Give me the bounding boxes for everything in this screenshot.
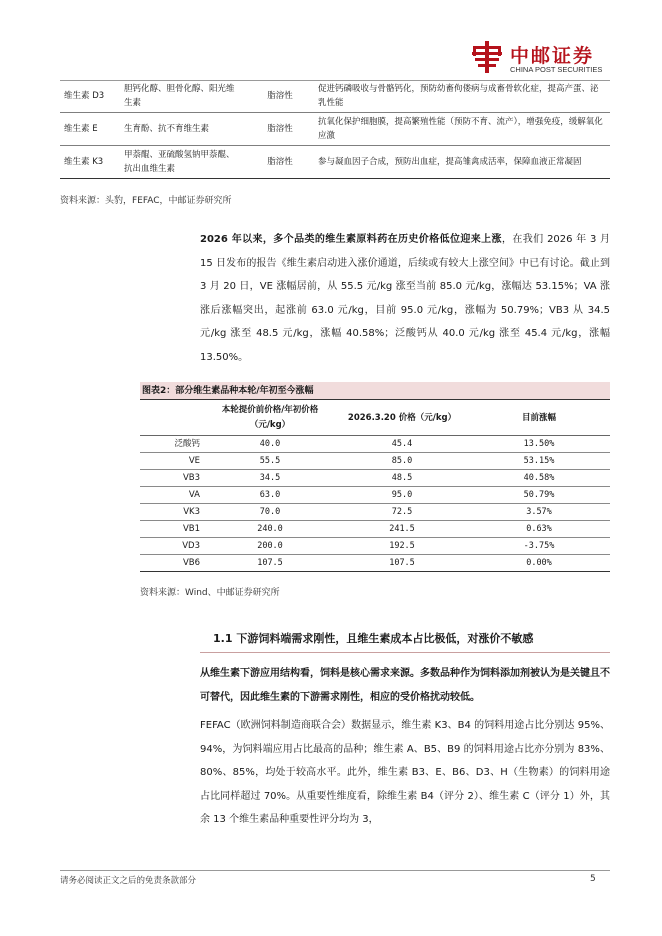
body-paragraph-fefac: FEFAC（欧洲饲料制造商联合会）数据显示，维生素 K3、B4 的饲料用途占比分别达 95%、94%，为饲料端应用占比最高的品种；维生素 A、B5、B9 的饲料用途占比亦分别为 83%、80%、85%，均处于较高水平。此外，维生素 B3、E、B6、D3、H（生物素）的饲料用途占比同样超过 70%。从重要性维度看，除维生素 B4（评分 2）、维生素 C（评分 1）外，其余 13 个维生素品种重要性评分均为 3， — [200, 720, 610, 825]
footer-disclaimer: 请务必阅读正文之后的免责条款部分 — [60, 876, 197, 886]
china-post-logo-icon — [470, 40, 504, 74]
column-header-change: 目前涨幅 — [468, 401, 610, 436]
prior-price: 240.0 — [204, 521, 336, 538]
vitamin-function: 促进钙磷吸收与骨骼钙化，预防幼畜佝偻病与成畜骨软化症，提高产蛋、泌乳性能 — [314, 80, 610, 113]
price-change: -3.75% — [468, 538, 610, 555]
vitamin-name: 维生素 D3 — [60, 80, 120, 113]
prior-price: 34.5 — [204, 470, 336, 487]
figure-source-note: 资料来源：Wind、中邮证券研究所 — [140, 588, 280, 598]
section-divider — [200, 652, 610, 653]
current-price: 107.5 — [336, 555, 468, 572]
current-price: 85.0 — [336, 453, 468, 470]
section-heading: 1.1 下游饲料端需求刚性，且维生素成本占比极低，对涨价不敏感 — [213, 632, 534, 645]
price-change: 0.63% — [468, 521, 610, 538]
vitamin-solubility: 脂溶性 — [246, 146, 314, 179]
vitamin-forms: 甲萘醌、亚硫酸氢钠甲萘醌、抗出血维生素 — [120, 146, 246, 179]
footer-divider — [60, 870, 610, 871]
price-change: 50.79% — [468, 487, 610, 504]
price-change-table — [140, 401, 610, 572]
table-row — [140, 521, 610, 538]
page-number: 5 — [590, 874, 596, 884]
prior-price: 200.0 — [204, 538, 336, 555]
vitamin-solubility: 脂溶性 — [246, 113, 314, 146]
product-name: VB3 — [140, 470, 204, 487]
column-header-current-price: 2026.3.20 价格（元/kg） — [336, 401, 468, 436]
table-row — [60, 80, 610, 113]
vitamin-function: 参与凝血因子合成，预防出血症，提高雏禽成活率，保障血液正常凝固 — [314, 146, 610, 179]
figure-title: 图表2：部分维生素品种本轮/年初至今涨幅 — [140, 382, 610, 400]
prior-price: 70.0 — [204, 504, 336, 521]
price-change: 0.00% — [468, 555, 610, 572]
table-source-note: 资料来源：头豹，FEFAC，中邮证券研究所 — [60, 196, 232, 206]
paragraph-lead-bold: 2026 年以来，多个品类的维生素原料药在历史价格低位迎来上涨 — [200, 234, 502, 245]
prior-price: 63.0 — [204, 487, 336, 504]
product-name: VE — [140, 453, 204, 470]
vitamin-forms: 胆钙化醇、胆骨化醇、阳光维生素 — [120, 80, 246, 113]
table-row — [140, 436, 610, 453]
vitamin-name: 维生素 E — [60, 113, 120, 146]
prior-price: 40.0 — [204, 436, 336, 453]
current-price: 192.5 — [336, 538, 468, 555]
product-name: VD3 — [140, 538, 204, 555]
table-row — [60, 146, 610, 179]
table-row — [60, 113, 610, 146]
table-row — [140, 555, 610, 572]
table-row — [140, 538, 610, 555]
product-name: VB6 — [140, 555, 204, 572]
prior-price: 55.5 — [204, 453, 336, 470]
column-header-prior-price: 本轮提价前价格/年初价格（元/kg） — [204, 401, 336, 436]
current-price: 72.5 — [336, 504, 468, 521]
body-paragraph-price-rise — [200, 228, 610, 369]
price-change: 40.58% — [468, 470, 610, 487]
table-row — [140, 504, 610, 521]
vitamin-property-table — [60, 80, 610, 179]
company-logo — [470, 40, 620, 76]
paragraph-body: ，在我们 2026 年 3 月 15 日发布的报告《维生素启动进入涨价通道，后续或有较大上涨空间》中已有讨论。截止到 3 月 20 日，VE 涨幅居前，从 55.5 元/kg 涨至当前 85.0 元/kg，涨幅达 53.15%；VA 涨涨后涨幅突出，起涨前 63.0 元/kg，目前 95.0 元/kg，涨幅为 50.79%；VB3 从 34.5 元/kg 涨至 48.5 元/kg，涨幅 40.58%；泛酸钙从 40.0 元/kg 涨至 45.4 元/kg，涨幅 13.50%。 — [200, 234, 610, 363]
current-price: 48.5 — [336, 470, 468, 487]
product-name: VK3 — [140, 504, 204, 521]
current-price: 95.0 — [336, 487, 468, 504]
vitamin-name: 维生素 K3 — [60, 146, 120, 179]
table-row — [140, 487, 610, 504]
price-change: 53.15% — [468, 453, 610, 470]
price-change: 3.57% — [468, 504, 610, 521]
table-row — [140, 453, 610, 470]
prior-price: 107.5 — [204, 555, 336, 572]
table-row — [140, 470, 610, 487]
price-change: 13.50% — [468, 436, 610, 453]
logo-english-text: CHINA POST SECURITIES — [510, 65, 603, 74]
product-name: VB1 — [140, 521, 204, 538]
current-price: 241.5 — [336, 521, 468, 538]
vitamin-solubility: 脂溶性 — [246, 80, 314, 113]
body-paragraph-demand: 从维生素下游应用结构看，饲料是核心需求来源。多数品种作为饲料添加剂被认为是关键且不可替代，因此维生素的下游需求刚性，相应的受价格扰动较低。 — [200, 668, 610, 703]
current-price: 45.4 — [336, 436, 468, 453]
product-name: 泛酸钙 — [140, 436, 204, 453]
column-header-name — [140, 401, 204, 436]
vitamin-function: 抗氧化保护细胞膜，提高繁殖性能（预防不育、流产），增强免疫，缓解氧化应激 — [314, 113, 610, 146]
vitamin-forms: 生育酚、抗不育维生素 — [120, 113, 246, 146]
product-name: VA — [140, 487, 204, 504]
logo-chinese-text: 中邮证券 — [510, 45, 595, 67]
table-header-row — [140, 401, 610, 436]
